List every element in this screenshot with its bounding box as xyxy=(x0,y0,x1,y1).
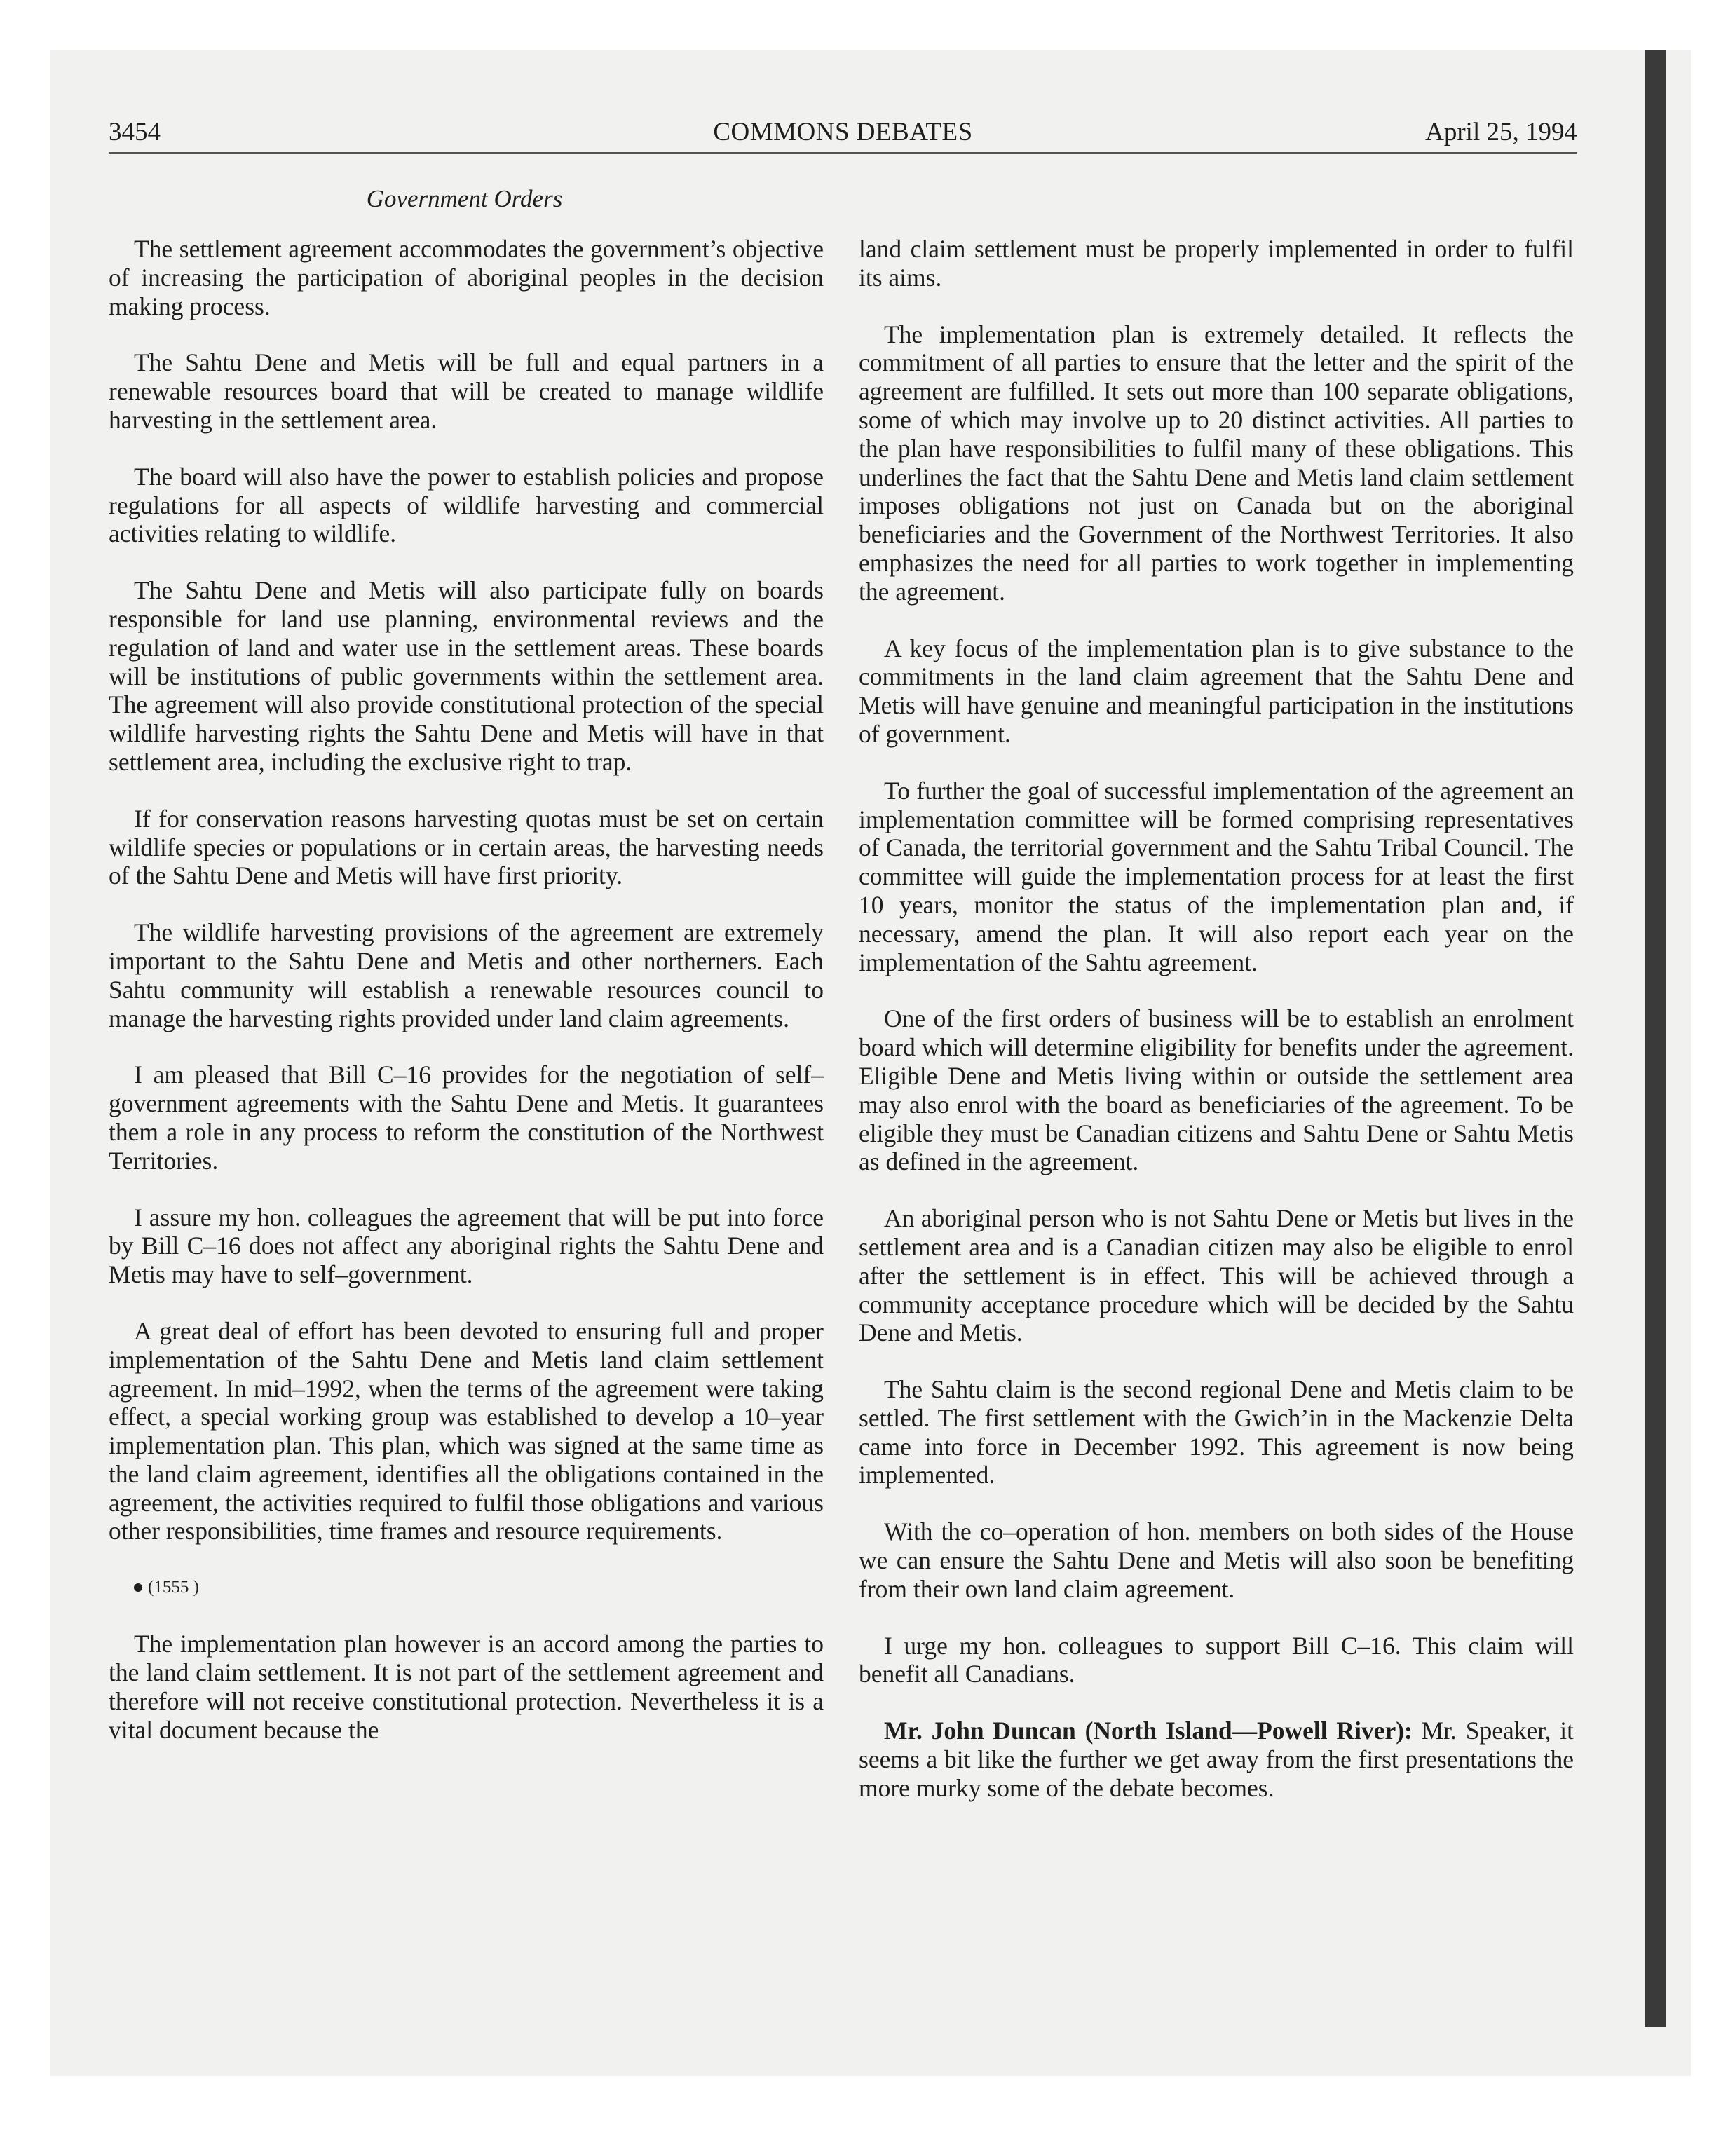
paragraph: The wildlife harvesting provisions of the agreement are extremely important to the Sahtu Dene and Metis and other northerners. Each Sahtu community will establish a renewable resources council to manage the harvesting rights provided under land claim agreements. xyxy=(109,918,824,1032)
paragraph: I urge my hon. colleagues to support Bill C–16. This claim will benefit all Canadians. xyxy=(859,1631,1574,1688)
paragraph-continuation: land claim settlement must be properly implemented in order to fulfil its aims. xyxy=(859,235,1574,292)
paragraph: The implementation plan is extremely detailed. It reflects the commitment of all parties to ensure that the letter and the spirit of the agreement are fulfilled. It sets out more than 100 separate obligations, some of which may involve up to 20 distinct activities. All parties to the plan have responsibilities to fulfil many of these obligations. This underlines the fact that the Sahtu Dene and Metis land claim settlement imposes obligations not just on Canada but on the aboriginal beneficiaries and the Government of the Northwest Territories. It also emphasizes the need for all parties to work together in implementing the agreement. xyxy=(859,320,1574,606)
paragraph: The Sahtu Dene and Metis will be full and equal partners in a renewable resources board that will be created to manage wildlife harvesting in the settlement area. xyxy=(109,348,824,434)
paragraph: One of the first orders of business will be to establish an enrolment board which will determine eligibility for benefits under the agreement. Eligible Dene and Metis living within or outside the settlement area may also enrol with the board as beneficiaries of the agreement. To be eligible they must be Canadian citizens and Sahtu Dene or Sahtu Metis as defined in the agreement. xyxy=(859,1004,1574,1176)
speech-paragraph xyxy=(859,1717,1574,1802)
page-number: 3454 xyxy=(109,118,161,146)
publication-date: April 25, 1994 xyxy=(1425,118,1577,146)
speaker-name: Mr. John Duncan (North Island—Powell River): xyxy=(884,1717,1413,1745)
bullet-icon xyxy=(134,1583,142,1592)
paragraph: An aboriginal person who is not Sahtu Dene or Metis but lives in the settlement area and is a Canadian citizen may also be eligible to enrol after the settlement is in effect. This will be achieved through a community acceptance procedure which will be decided by the Sahtu Dene and Metis. xyxy=(859,1204,1574,1347)
left-column xyxy=(109,235,824,1772)
section-title: Government Orders xyxy=(366,185,563,212)
paragraph: I assure my hon. colleagues the agreement that will be put into force by Bill C–16 does not affect any aboriginal rights the Sahtu Dene and Metis may have to self–government. xyxy=(109,1203,824,1289)
time-marker-text: (1555 ) xyxy=(148,1578,199,1597)
time-marker xyxy=(109,1574,824,1602)
page-header xyxy=(109,114,1577,151)
paragraph: A great deal of effort has been devoted to ensuring full and proper implementation of the Sahtu Dene and Metis land claim settlement agreement. In mid–1992, when the terms of the agreement were taking effect, a special working group was established to develop a 10–year implementation plan. This plan, which was signed at the same time as the land claim agreement, identifies all the obligations contained in the agreement, the activities required to fulfil those obligations and various other responsibilities, time frames and resource requirements. xyxy=(109,1316,824,1546)
right-column xyxy=(859,235,1574,1831)
header-rule xyxy=(109,152,1577,154)
binding-edge xyxy=(1645,50,1666,2027)
paragraph: I am pleased that Bill C–16 provides for the negotiation of self–government agreements with the Sahtu Dene and Metis. It guarantees them a role in any process to reform the constitution of the Northwest Territories. xyxy=(109,1060,824,1175)
paragraph: A key focus of the implementation plan is to give substance to the commitments in the land claim agreement that the Sahtu Dene and Metis will have genuine and meaningful participation in the institutions of government. xyxy=(859,634,1574,748)
paragraph: With the co–operation of hon. members on both sides of the House we can ensure the Sahtu Dene and Metis will also soon be benefiting from their own land claim agreement. xyxy=(859,1517,1574,1603)
paragraph: The settlement agreement accommodates the government’s objective of increasing the participation of aboriginal peoples in the decision making process. xyxy=(109,235,824,320)
paragraph: The Sahtu Dene and Metis will also participate fully on boards responsible for land use planning, environmental reviews and the regulation of land and water use in the settlement areas. These boards will be institutions of public governments within the settlement area. The agreement will also provide constitutional protection of the special wildlife harvesting rights the Sahtu Dene and Metis will have in that settlement area, including the exclusive right to trap. xyxy=(109,576,824,776)
paragraph: To further the goal of successful implementation of the agreement an implementation committee will be formed comprising representatives of Canada, the territorial government and the Sahtu Tribal Council. The committee will guide the implementation process for at least the first 10 years, monitor the status of the implementation plan and, if necessary, amend the plan. It will also report each year on the implementation of the Sahtu agreement. xyxy=(859,776,1574,976)
speech-text: Mr. Speaker, it seems a bit like the further we get away from the first presentations the more murky some of the debate becomes. xyxy=(859,1717,1574,1802)
paragraph: The Sahtu claim is the second regional Dene and Metis claim to be settled. The first settlement with the Gwich’in in the Mackenzie Delta came into force in December 1992. This agreement is now being implemented. xyxy=(859,1375,1574,1489)
paragraph: The board will also have the power to establish policies and propose regulations for all aspects of wildlife harvesting and commercial activities relating to wildlife. xyxy=(109,462,824,548)
paragraph: The implementation plan however is an accord among the parties to the land claim settlement. It is not part of the settlement agreement and therefore will not receive constitutional protection. Nevertheless it is a vital document because the xyxy=(109,1630,824,1744)
paragraph: If for conservation reasons harvesting quotas must be set on certain wildlife species or populations or in certain areas, the harvesting needs of the Sahtu Dene and Metis will have first priority. xyxy=(109,804,824,890)
publication-title: COMMONS DEBATES xyxy=(713,118,973,146)
